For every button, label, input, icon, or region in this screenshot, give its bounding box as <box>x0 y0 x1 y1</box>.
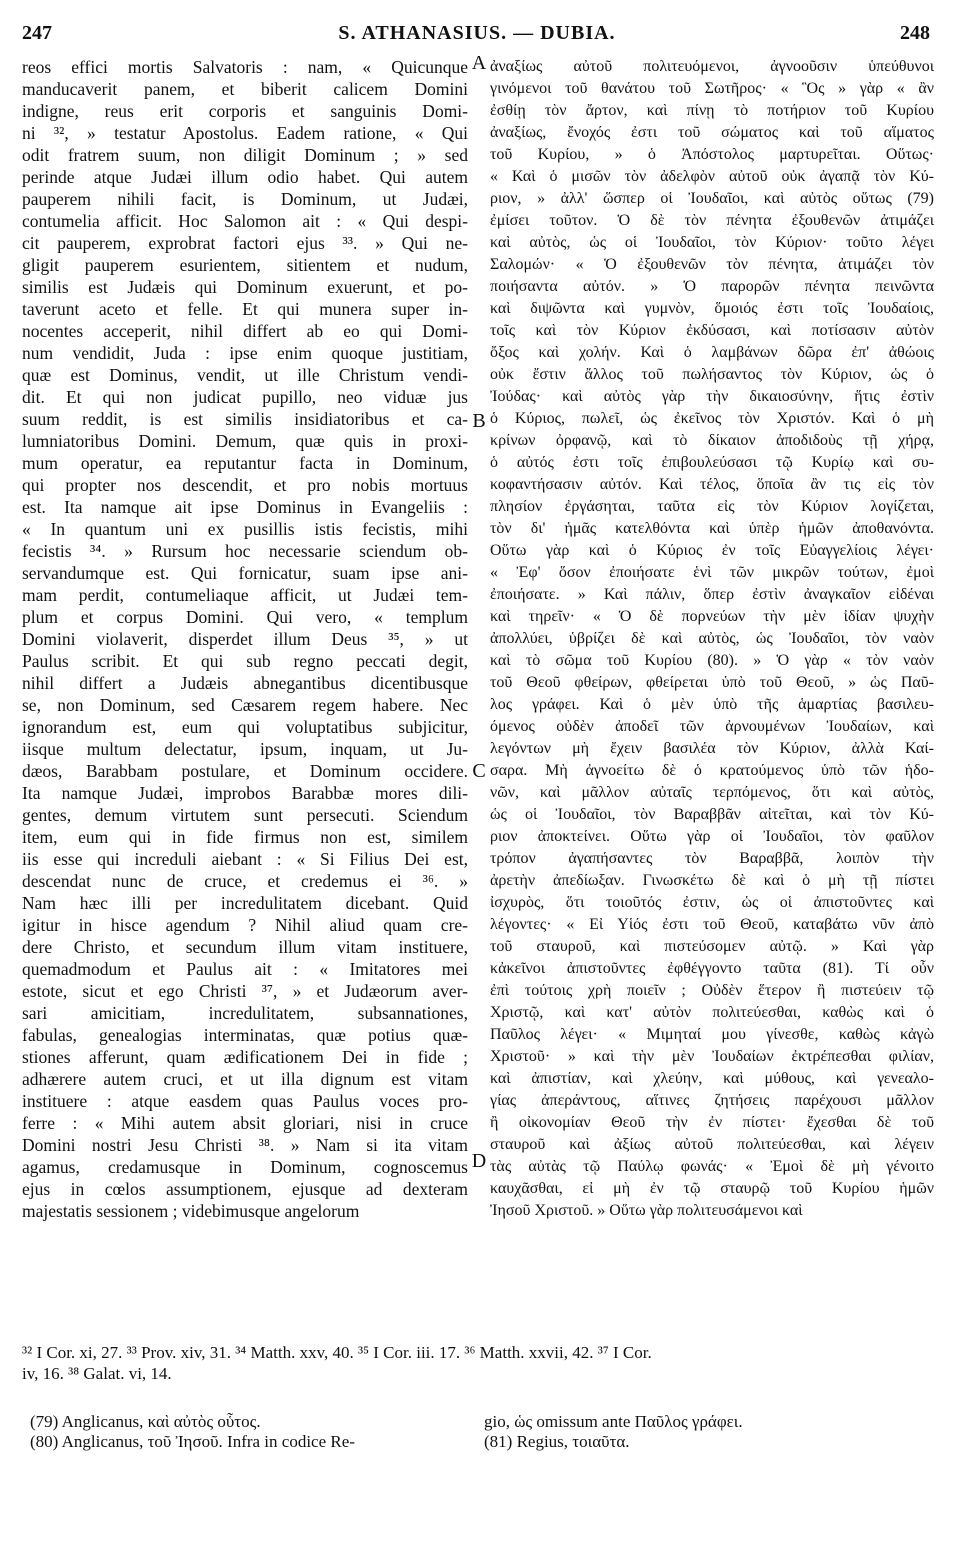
footnote-line: ³² I Cor. xi, 27. ³³ Prov. xiv, 31. ³⁴ Matth. xxv, 40. ³⁵ I Cor. iii. 17. ³⁶ Matth. xxvii, 42. ³⁷ I Cor. <box>22 1343 652 1362</box>
greek-text-line: ἀπολλύει, ὑβρίζει δὲ καὶ αὐτὸς, ὡς Ἰουδαῖοι, τὸν ναὸν <box>490 630 934 647</box>
latin-text-line: adhærere autem cruci, et ut illa dignum est vitam <box>22 1069 468 1089</box>
latin-text-line: gligit pauperem esurientem, sitientem et nudum, <box>22 255 468 275</box>
latin-text-line: nocentes acceperit, nihil differt ab eo qui Domi- <box>22 321 468 341</box>
latin-text-line: Domini nostri Jesu Christi ³⁸. » Nam si ita vitam <box>22 1135 468 1155</box>
variant-note-line: (81) Regius, τοιαῦτα. <box>484 1432 630 1451</box>
latin-text-line: ni ³², » testatur Apostolus. Eadem ratione, « Qui <box>22 123 468 143</box>
latin-text-line: stiones afferunt, quam ædificationem Dei in fide ; <box>22 1047 468 1067</box>
variant-note-line: (79) Anglicanus, καὶ αὐτὸς οὗτος. <box>30 1412 261 1431</box>
greek-text-line: ἐμίσει τοῦτον. Ὁ δὲ τὸν πένητα ἐξουθενῶν ἀτιμάζει <box>490 212 934 229</box>
latin-text-line: ejus in cœlos assumptionem, ejusque ad dexteram <box>22 1179 468 1199</box>
latin-text-line: se, non Dominum, sed Cæsarem regem habere. Nec <box>22 695 468 715</box>
latin-text-line: similis est Judæis qui Dominum exuerunt, et po- <box>22 277 468 297</box>
greek-text-line: κρίνων ὀρφανῷ, καὶ τὸ δίκαιον ἀποδιδοὺς τῇ χήρᾳ, <box>490 432 934 449</box>
greek-text-line: ὄξος καὶ χολήν. Καὶ ὁ λαμβάνων δῶρα ἐπ' ἀθώοις <box>490 344 934 361</box>
greek-text-line: « Ἐφ' ὅσον ἐποιήσατε ἑνὶ τῶν μικρῶν τούτων, ἐμοὶ <box>490 564 934 581</box>
section-marker-b: B <box>472 410 486 432</box>
latin-text-line: gentes, demum virtutem sunt persecuti. Sciendum <box>22 805 468 825</box>
latin-text-line: lumniatoribus Domini. Demum, quæ quis in proxi- <box>22 431 468 451</box>
greek-text-line: Ἰησοῦ Χριστοῦ. » Οὕτω γὰρ πολιτευσάμενοι καὶ <box>490 1202 803 1219</box>
latin-text-line: sari amicitiam, incredulitatem, subsannationes, <box>22 1003 468 1023</box>
latin-text-line: Paulus scribit. Et qui sub regno peccati degit, <box>22 651 468 671</box>
greek-text-line: Οὕτω γὰρ καὶ ὁ Κύριος ἐν τοῖς Εὐαγγελίοις λέγει· <box>490 542 934 559</box>
latin-text-line: ferre : « Mihi autem absit gloriari, nisi in cruce <box>22 1113 468 1133</box>
latin-text-line: quæ est Dominus, vendit, ut ille Christum vendi- <box>22 365 468 385</box>
latin-text-line: fabulas, genealogias interminatas, quæ potius quæ- <box>22 1025 468 1045</box>
latin-text-line: contumelia afficit. Hoc Salomon ait : « Qui despi- <box>22 211 468 231</box>
latin-text-line: perinde atque Judæi illum odio habet. Qui autem <box>22 167 468 187</box>
section-marker-d: D <box>471 1150 487 1172</box>
latin-text-line: reos effici mortis Salvatoris : nam, « Quicunque <box>22 57 468 77</box>
greek-text-line: ριον ἀποκτείνει. Οὕτω γὰρ οἱ Ἰουδαῖοι, τὸν φαῦλον <box>490 828 934 845</box>
greek-text-line: τὸν δι' ἡμᾶς κατελθόντα καὶ ὑπὲρ ἡμῶν ἀποθανόντα. <box>490 520 934 537</box>
latin-text-line: fecistis ³⁴. » Rursum hoc necessarie sciendum ob- <box>22 541 468 561</box>
latin-text-line: igitur in hisce agendum ? Nihil aliud quam cre- <box>22 915 468 935</box>
latin-text-line: indigne, reus erit corporis et sanguinis Domi- <box>22 101 468 121</box>
greek-text-line: καὶ διψῶντα καὶ γυμνὸν, ὅμοιός ἐστι τοῖς Ἰουδαίοις, <box>490 300 934 317</box>
latin-text-line: mam perdit, contumeliaque afficit, ut Judæi tem- <box>22 585 468 605</box>
greek-text-line: λεγόντων μὴ ἔχειν βασιλέα τὸν Κύριον, ἀλλὰ Καί- <box>490 740 934 757</box>
greek-text-line: ἐσθίῃ τὸν ἄρτον, καὶ πίνῃ τὸ ποτήριον τοῦ Κυρίου <box>490 102 934 119</box>
greek-text-line: Ἰούδας· καὶ αὐτὸς γὰρ τὴν δικαιοσύνην, ἥτις ἐστὶν <box>490 388 934 405</box>
greek-text-line: ἰσχυρὸς, ὅτι τοιοῦτός ἐστιν, ὡς οἱ ἀπιστοῦντες καὶ <box>490 894 934 911</box>
greek-text-line: γινόμενοι τοῦ θανάτου τοῦ Σωτῆρος· « Ὃς » γὰρ « ἂν <box>490 80 934 97</box>
greek-text-line: Παῦλος λέγει· « Μιμηταί μου γίνεσθε, καθὼς κἀγὼ <box>490 1026 934 1043</box>
section-marker-a: A <box>471 52 487 74</box>
latin-column <box>22 56 468 1222</box>
latin-text-line: iisque multum delectatur, ipsum, inquam, ut Ju- <box>22 739 468 759</box>
greek-text-line: ἀναξίως αὐτοῦ πολιτευόμενοι, ἀγνοοῦσιν ὑπεύθυνοι <box>490 58 934 75</box>
greek-text-line: ὁ Κύριος, πωλεῖ, ὡς ἐκεῖνος τὸν Χριστόν. Καὶ ὁ μὴ <box>490 410 934 427</box>
latin-text-line: num vendidit, Juda : ipse enim quoque justitiam, <box>22 343 468 363</box>
greek-text-line: Σαλομών· « Ὁ ἐξουθενῶν τὸν πένητα, ἀτιμάζει τὸν <box>490 256 934 273</box>
latin-text-line: « In quantum uni ex pusillis istis fecistis, mihi <box>22 519 468 539</box>
latin-text-line: iis esse qui increduli aiebant : « Si Filius Dei est, <box>22 849 468 869</box>
greek-text-line: κοφαντήσασιν αὐτόν. Καὶ τέλος, ὅποῖα ἂν τις εἰς τὸν <box>490 476 934 493</box>
greek-text-line: σταυροῦ καὶ ἀξίως αὐτοῦ πολιτεύεσθαι, καὶ λέγειν <box>490 1136 934 1153</box>
latin-text-line: taverunt aceto et felle. Et qui munera super in- <box>22 299 468 319</box>
section-marker-c: C <box>472 760 486 782</box>
left-page-number: 247 <box>22 22 52 44</box>
greek-text-line: όμενος οὐδὲν ἀποδεῖ τῶν ἀρνουμένων Ἰουδαίων, καὶ <box>490 718 934 735</box>
latin-text-line: odit fratrem suum, non diligit Dominum ; » sed <box>22 145 468 165</box>
latin-text-line: servandumque est. Qui fornicatur, suam ipse ani- <box>22 563 468 583</box>
greek-text-line: ἐποιήσατε. » Καὶ πάλιν, ὅπερ ἐστὶν ἀναγκαῖον εἰδέναι <box>490 586 934 603</box>
greek-text-line: νῶν, καὶ μᾶλλον αὐταῖς τερπόμενος, ὅτι καὶ αὐτὸς, <box>490 784 934 801</box>
latin-text-line: dit. Et qui non judicat pupillo, neo viduæ jus <box>22 387 468 407</box>
greek-text-line: τοῦ σταυροῦ, καὶ πιστεύσομεν αὐτῷ. » Καὶ γὰρ <box>490 938 934 955</box>
greek-text-line: ὁ αὐτός ἐστι τοῖς ἐπιβουλεύσασι τῷ Κυρίῳ καὶ συ- <box>490 454 934 471</box>
greek-text-line: ὡς οἱ Ἰουδαῖοι, τὸν Βαραββᾶν αἰτεῖται, καὶ τὸν Κύ- <box>490 806 934 823</box>
latin-text-line: suum reddit, is est similis insidiatoribus et ca- <box>22 409 468 429</box>
greek-text-line: τὰς αὐτὰς τῷ Παύλῳ φωνάς· « Ἐμοὶ δὲ μὴ γένοιτο <box>490 1158 934 1175</box>
greek-text-line: γίας ἀπεράντους, αἵτινες ζητήσεις παρέχουσι μᾶλλον <box>490 1092 934 1109</box>
latin-text-line: quemadmodum et Paulus ait : « Imitatores mei <box>22 959 468 979</box>
variant-note-line: (80) Anglicanus, τοῦ Ἰησοῦ. Infra in codice Re- <box>30 1432 355 1451</box>
greek-text-line: ριον, » ἀλλ' ὥσπερ οἱ Ἰουδαῖοι, καὶ αὐτὸς οὕτως (79) <box>490 190 934 207</box>
greek-text-line: « Καὶ ὁ μισῶν τὸν ἀδελφὸν αὐτοῦ οὐκ ἀγαπᾷ τὸν Κύ- <box>490 168 934 185</box>
latin-text-line: Nam hæc illi per incredulitatem dicebant. Quid <box>22 893 468 913</box>
greek-text-line: καὶ τὸ σῶμα τοῦ Κυρίου (80). » Ὁ γὰρ « τὸν ναὸν <box>490 652 934 669</box>
latin-text-line: majestatis sessionem ; videbimusque angelorum <box>22 1201 360 1221</box>
greek-text-line: τοῦ Θεοῦ φθείρων, φθείρεται ὑπὸ τοῦ Θεοῦ, » ὡς Παῦ- <box>490 674 934 691</box>
latin-text-line: agamus, credamusque in Dominum, cognoscemus <box>22 1157 468 1177</box>
variant-note-line: gio, ὡς omissum ante Παῦλος γράφει. <box>484 1412 743 1431</box>
greek-text-line: τρόπον ἀγαπήσαντες τὸν Βαραββᾶ, λοιπὸν τὴν <box>490 850 934 867</box>
latin-text-line: item, eum qui in fide firmus non est, similem <box>22 827 468 847</box>
latin-text-line: mum operatur, ea reputantur facta in Dominum, <box>22 453 468 473</box>
latin-text-line: est. Ita namque ait ipse Dominus in Evangeliis : <box>22 497 468 517</box>
running-title: S. ATHANASIUS. — DUBIA. <box>338 22 616 44</box>
page-header <box>0 12 954 48</box>
latin-text-line: nihil differt a Judæis abnegantibus dicentibusque <box>22 673 468 693</box>
latin-text-line: instituere : atque easdem quas Paulus voces pro- <box>22 1091 468 1111</box>
footnotes <box>22 1342 932 1384</box>
variant-notes-right <box>484 1412 914 1452</box>
greek-text-line: οὐκ ἔστιν ἄλλος τοῦ πωλήσαντος τὸν Κύριον, ὡς ὁ <box>490 366 934 383</box>
latin-text-line: estote, sicut et ego Christi ³⁷, » et Judæorum aver- <box>22 981 468 1001</box>
greek-text-line: καὶ τηρεῖν· « Ὁ δὲ πορνεύων τὴν μὲν ἰδίαν ψυχὴν <box>490 608 934 625</box>
latin-text-line: plum et corpus Domini. Qui vero, « templum <box>22 607 468 627</box>
greek-text-line: καὶ αὐτὸς, ὡς οἱ Ἰουδαῖοι, τὸν Κύριον· τοῦτο λέγει <box>490 234 934 251</box>
latin-text-line: Domini violaverit, disperdet illum Deus ³⁵, » ut <box>22 629 468 649</box>
latin-text-line: dere Christo, et secundum illum vitam instituere, <box>22 937 468 957</box>
greek-text-line: ἐπὶ τούτοις χρὴ ποιεῖν ; Οὐδὲν ἕτερον ἢ πιστεύειν τῷ <box>490 982 934 999</box>
latin-text-line: pauperem nihili facit, is Dominum, ut Judæi, <box>22 189 468 209</box>
greek-text-line: λος γράφει. Καὶ ὁ μὲν ὑπὸ τῆς ἁμαρτίας βασιλευ- <box>490 696 934 713</box>
greek-text-line: Χριστῷ, καὶ κατ' αὐτὸν πολιτεύεσθαι, καθὼς καὶ ὁ <box>490 1004 934 1021</box>
latin-text-line: qui propter nos descendit, et pro nobis mortuus <box>22 475 468 495</box>
greek-text-line: τοῖς καὶ τὸν Κύριον ἐκδύσασι, καὶ ποτίσασιν αὐτὸν <box>490 322 934 339</box>
latin-text-line: Ita namque Judæi, improbos Barabbæ mores dili- <box>22 783 468 803</box>
greek-text-line: ποιήσαντα αὐτόν. » Ὁ παρορῶν πένητα πεινῶντα <box>490 278 934 295</box>
greek-text-line: καυχᾶσθαι, εἰ μὴ ἐν τῷ σταυρῷ τοῦ Κυρίου ἡμῶν <box>490 1180 934 1197</box>
footnote-line: iv, 16. ³⁸ Galat. vi, 14. <box>22 1364 172 1383</box>
greek-text-line: πλησίον ἐργάσηται, ταῦτα εἰς τὸν Κύριον λογίζεται, <box>490 498 934 515</box>
greek-text-line: Χριστοῦ· » καὶ τὴν μὲν Ἰουδαίων ἐκτρέπεσθαι φιλίαν, <box>490 1048 934 1065</box>
greek-text-line: λέγοντες· « Εἰ Υἱός ἐστι τοῦ Θεοῦ, καταβάτω νῦν ἀπὸ <box>490 916 934 933</box>
greek-text-line: ἀναξίως, ἔνοχός ἐστι τοῦ σώματος καὶ τοῦ αἵματος <box>490 124 934 141</box>
variant-notes-left <box>30 1412 460 1452</box>
greek-text-line: καὶ ἀπιστίαν, καὶ χλεύην, καὶ μύθους, καὶ γενεαλο- <box>490 1070 934 1087</box>
latin-text-line: manducaverit panem, et biberit calicem Domini <box>22 79 468 99</box>
right-page-number: 248 <box>900 22 930 44</box>
greek-text-line: τοῦ Κυρίου, » ὁ Ἀπόστολος μαρτυρεῖται. Οὕτως· <box>490 146 934 163</box>
latin-text-line: descendat nunc de cruce, et credemus ei ³⁶. » <box>22 871 468 891</box>
greek-text-line: σαρα. Μὴ ἀγνοείτω δὲ ὁ κρατούμενος ὑπὸ τῶν ἡδο- <box>490 762 934 779</box>
greek-text-line: ἢ οἰκονομίαν Θεοῦ τὴν ἐν πίστει· ἔχεσθαι δὲ τοῦ <box>490 1114 934 1131</box>
greek-text-line: ἀρετὴν ἀπεδίωξαν. Γινωσκέτω δὲ καὶ ὁ μὴ τῇ πίστει <box>490 872 934 889</box>
greek-column <box>490 56 934 1222</box>
latin-text-line: ignorandum est, eum qui voluptatibus subjicitur, <box>22 717 468 737</box>
greek-text-line: κἀκεῖνοι ἀπιστοῦντες ἐφθέγγοντο ταῦτα (81). Τί οὖν <box>490 960 934 977</box>
latin-text-line: cit pauperem, exprobrat factori ejus ³³. » Qui ne- <box>22 233 468 253</box>
latin-text-line: dæos, Barabbam postulare, et Dominum occidere. <box>22 761 468 781</box>
